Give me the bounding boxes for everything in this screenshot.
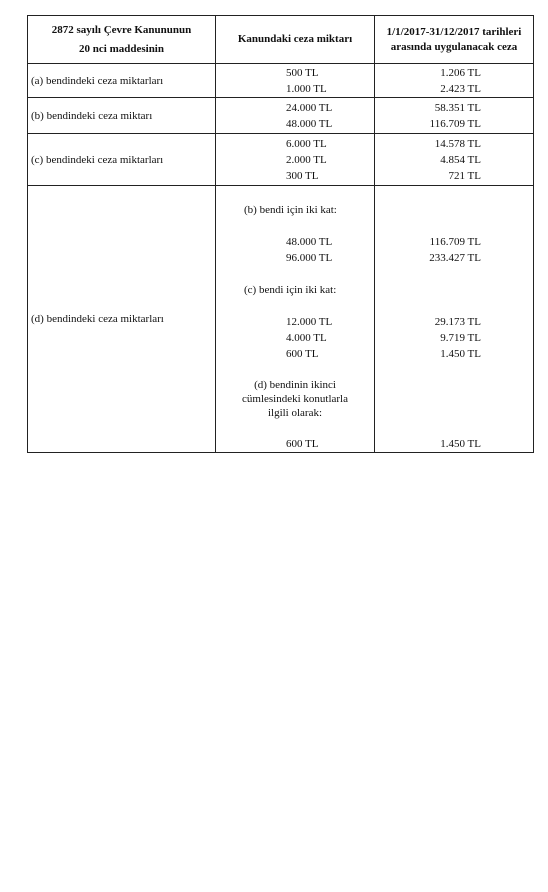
row-c-law-3: 300 TL — [286, 169, 319, 182]
header-applied-amount — [375, 16, 534, 64]
row-a-law-1: 500 TL — [286, 66, 319, 79]
row-d-sub-c-applied-2: 9.719 TL — [440, 332, 481, 344]
row-d-sub-d-law-1: 600 TL — [286, 438, 319, 450]
row-d-sub-c-applied-1: 29.173 TL — [434, 316, 481, 328]
row-b-law-2: 48.000 TL — [286, 117, 333, 130]
row-d-sub-b-applied-2: 233.427 TL — [429, 252, 481, 264]
row-c-applied-2: 4.854 TL — [440, 153, 481, 166]
row-a-applied-1: 1.206 TL — [440, 66, 481, 79]
row-d-sub-d-applied-1: 1.450 TL — [440, 438, 481, 450]
row-d-sub-c-law-1: 12.000 TL — [286, 316, 333, 328]
row-d-sub-b-law-1: 48.000 TL — [286, 236, 333, 248]
table-row-d — [28, 186, 534, 453]
row-b-applied-2: 116.709 TL — [429, 117, 481, 130]
row-c-applied-1: 14.578 TL — [434, 137, 481, 150]
row-c-law-1: 6.000 TL — [286, 137, 327, 150]
row-d-sub-c-applied-3: 1.450 TL — [440, 348, 481, 360]
row-d-sub-c-law-2: 4.000 TL — [286, 332, 327, 344]
row-c-law-2: 2.000 TL — [286, 153, 327, 166]
table-row-a — [28, 64, 534, 98]
header-article-line1: 2872 sayılı Çevre Kanununun — [51, 23, 192, 36]
row-a-law — [216, 64, 375, 98]
row-c-law — [216, 134, 375, 186]
row-c-applied — [375, 134, 534, 186]
table-row-b — [28, 98, 534, 134]
row-d-sub-c-title: (c) bendi için iki kat: — [244, 284, 337, 296]
row-d-sub-b-title: (b) bendi için iki kat: — [244, 204, 337, 216]
row-b-law — [216, 98, 375, 134]
header-law-amount: Kanundaki ceza miktarı — [216, 16, 375, 64]
row-a-applied-2: 2.423 TL — [440, 82, 481, 95]
row-b-applied-1: 58.351 TL — [434, 101, 481, 114]
row-c-applied-3: 721 TL — [448, 169, 481, 182]
row-d-sub-d-title: (d) bendinin ikinci cümlesindeki konutlarla ilgili olarak: — [242, 379, 348, 419]
table-row-c — [28, 134, 534, 186]
row-b-law-1: 24.000 TL — [286, 101, 333, 114]
row-b-applied — [375, 98, 534, 134]
row-d-sub-b-law-2: 96.000 TL — [286, 252, 333, 264]
row-c-label: (c) bendindeki ceza miktarları — [28, 134, 216, 186]
row-d-sub-b-applied-1: 116.709 TL — [429, 236, 481, 248]
row-d-label: (d) bendindeki ceza miktarları — [28, 186, 216, 453]
row-b-label: (b) bendindeki ceza miktarı — [28, 98, 216, 134]
header-article — [28, 16, 216, 64]
penalty-table — [27, 15, 534, 453]
row-d-applied — [375, 186, 534, 453]
header-applied-line2: arasında uygulanacak ceza — [390, 40, 518, 53]
row-a-law-2: 1.000 TL — [286, 82, 327, 95]
row-d-law — [216, 186, 375, 453]
table-header-row — [28, 16, 534, 64]
header-article-line2: 20 nci maddesinin — [79, 42, 164, 55]
row-d-sub-c-law-3: 600 TL — [286, 348, 319, 360]
row-a-applied — [375, 64, 534, 98]
row-a-label: (a) bendindeki ceza miktarları — [28, 64, 216, 98]
header-applied-line1: 1/1/2017-31/12/2017 tarihleri — [386, 25, 522, 38]
